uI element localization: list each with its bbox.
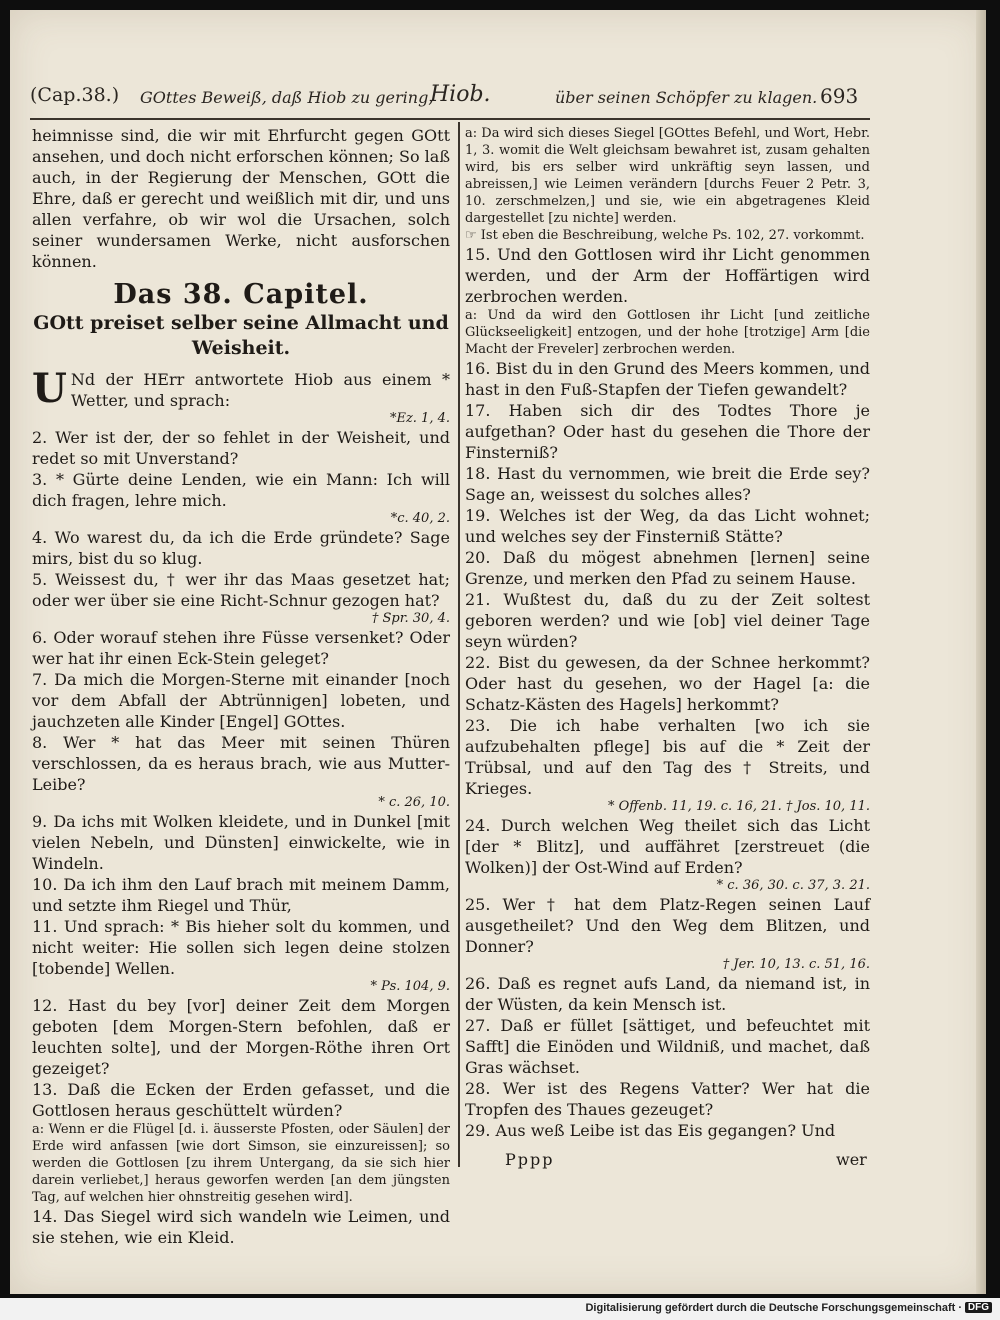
verse-13: 13. Daß die Ecken der Erden gefasset, und die Gottlosen heraus geschüttelt würden? [32, 1080, 450, 1120]
verse-22: 22. Bist du gewesen, da der Schnee herkommt? Oder hast du gesehen, wo der Hagel [a: die Schatz-Kästen des Hagels] herkommt? [465, 653, 870, 714]
chapter-subtitle: GOtt preiset selber seine Allmacht und Weisheit. [33, 312, 449, 359]
verse-9: 9. Da ichs mit Wolken kleidete, und in Dunkel [mit vielen Nebeln, und Dünsten] einwickelte, wie in Windeln. [32, 812, 450, 873]
right-column [465, 125, 870, 1141]
verse-16: 16. Bist du in den Grund des Meers kommen, und hast in den Fuß-Stapfen der Tiefen gewandelt? [465, 359, 870, 399]
verse-1 [32, 365, 450, 412]
verse-2: 2. Wer ist der, der so fehlet in der Weisheit, und redet so mit Unverstand? [32, 428, 450, 468]
drop-cap: U [32, 365, 67, 412]
verse-8: 8. Wer * hat das Meer mit seinen Thüren verschlossen, da es heraus brach, wie aus Mutter-Leibe? [32, 733, 450, 794]
verse-10: 10. Da ich ihm den Lauf brach mit meinem Damm, und setzte ihm Riegel und Thür, [32, 875, 450, 915]
header-chapter-ref: (Cap.38.) [30, 84, 120, 106]
running-header [30, 82, 875, 112]
catchword: wer [836, 1150, 867, 1169]
signature-mark: Pppp [505, 1150, 555, 1169]
verse-15-note: a: Und da wird den Gottlosen ihr Licht [und zeitliche Glückseeligkeit] entzogen, und der hohe [trotzige] Arm [die Macht der Freveler] zerbrochen werden. [465, 308, 870, 357]
verse-8-ref: * c. 26, 10. [378, 795, 450, 810]
note-b: ☞ Ist eben die Beschreibung, welche Ps. 102, 27. vorkommt. [465, 228, 865, 243]
funding-credit: Digitalisierung gefördert durch die Deutsche Forschungsgemeinschaft · [585, 1302, 962, 1314]
verse-6: 6. Oder worauf stehen ihre Füsse versenket? Oder wer hat ihr einen Eck-Stein geleget? [32, 628, 450, 668]
header-left-title: GOttes Beweiß, daß Hiob zu gering, [140, 88, 434, 107]
verse-25: 25. Wer † hat dem Platz-Regen seinen Lauf ausgetheilet? Und den Weg dem Blitzen, und Donner? [465, 895, 870, 956]
verse-5: 5. Weissest du, † wer ihr das Maas gesetzet hat; oder wer über sie eine Richt-Schnur gezogen hat? [32, 570, 450, 610]
header-rule [30, 118, 870, 120]
verse-12: 12. Hast du bey [vor] deiner Zeit dem Morgen geboten [dem Morgen-Stern befohlen, daß er leuchten solte], und der Morgen-Röthe ihren Ort gezeiget? [32, 996, 450, 1078]
verse-1-ref: *Ez. 1, 4. [389, 411, 450, 426]
verse-21: 21. Wußtest du, daß du zu der Zeit soltest geboren werden? und wie [ob] viel deiner Tage seyn würden? [465, 590, 870, 651]
verse-28: 28. Wer ist des Regens Vatter? Wer hat die Tropfen des Thaues gezeuget? [465, 1079, 870, 1119]
verse-19: 19. Welches ist der Weg, da das Licht wohnet; und welches sey der Finsterniß Stätte? [465, 506, 870, 546]
verse-20: 20. Daß du mögest abnehmen [lernen] seine Grenze, und merken den Pfad zu seinem Hause. [465, 548, 870, 588]
chapter-title: Das 38. Capitel. [113, 279, 369, 310]
verse-15: 15. Und den Gottlosen wird ihr Licht genommen werden, und der Arm der Hoffärtigen wird zerbrochen werden. [465, 245, 870, 306]
footer-bar [0, 1298, 1000, 1320]
scanned-page [10, 10, 986, 1294]
intro-paragraph: heimnisse sind, die wir mit Ehrfurcht gegen GOtt ansehen, und doch nicht erforschen können; So laß auch, in der Regierung der Menschen, GOtt die Ehre, daß er gerecht und weißlich mit dir, und uns allen verfahre, ob wir wol die Ursachen, solch seiner wundersamen Werke, nicht ausforschen können. [32, 126, 451, 271]
verse-29: 29. Aus weß Leibe ist das Eis gegangen? Und [465, 1121, 836, 1140]
page-number: 693 [820, 84, 859, 108]
verse-11-ref: * Ps. 104, 9. [370, 979, 450, 994]
header-book: Hiob. [430, 82, 491, 107]
left-column [32, 125, 450, 1248]
verse-1-text: Nd der HErr antwortete Hiob aus einem * Wetter, und sprach: [70, 370, 450, 410]
verse-3: 3. * Gürte deine Lenden, wie ein Mann: Ich will dich fragen, lehre mich. [32, 470, 450, 510]
header-right-title: über seinen Schöpfer zu klagen. [555, 88, 818, 107]
verse-24-ref: * c. 36, 30. c. 37, 3. 21. [716, 878, 870, 893]
verse-24: 24. Durch welchen Weg theilet sich das Licht [der * Blitz], und auffähret [zerstreuet (die Wolken)] der Ost-Wind auf Erden? [465, 816, 870, 877]
verse-18: 18. Hast du vernommen, wie breit die Erde sey? Sage an, weissest du solches alles? [465, 464, 870, 504]
verse-13-note: a: Wenn er die Flügel [d. i. äusserste Pfosten, oder Säulen] der Erde wird anfassen [wie dort Simson, sie einzureissen]; so werden die Gottlosen [zu ihrem Untergang, da sie sich hier darein verliebet,] heraus geworfen werden [an dem jüngsten Tag, auf welchen hier ohnstreitig gesehen wird]. [32, 1122, 450, 1205]
verse-23: 23. Die ich habe verhalten [wo ich sie aufzubehalten pflege] bis auf die * Zeit der Trübsal, und auf den Tag des † Streits, und Krieges. [465, 716, 870, 798]
verse-5-ref: † Spr. 30, 4. [371, 611, 450, 626]
verse-11: 11. Und sprach: * Bis hieher solt du kommen, und nicht weiter: Hie sollen sich legen deine stolzen [tobende] Wellen. [32, 917, 450, 978]
verse-17: 17. Haben sich dir des Todtes Thore je aufgethan? Oder hast du gesehen die Thore der Finsterniß? [465, 401, 870, 462]
verse-25-ref: † Jer. 10, 13. c. 51, 16. [722, 957, 870, 972]
verse-7: 7. Da mich die Morgen-Sterne mit einander [noch vor dem Abfall der Abtrünnigen] lobeten, und jauchzeten alle Kinder [Engel] GOttes. [32, 670, 450, 731]
verse-4: 4. Wo warest du, da ich die Erde gründete? Sage mirs, bist du so klug. [32, 528, 450, 568]
page-edge [976, 10, 986, 1294]
verse-14: 14. Das Siegel wird sich wandeln wie Leimen, und sie stehen, wie ein Kleid. [32, 1207, 450, 1247]
verse-27: 27. Daß er füllet [sättiget, und befeuchtet mit Safft] die Einöden und Wildniß, und machet, daß Gras wächset. [465, 1016, 870, 1077]
verse-26: 26. Daß es regnet aufs Land, da niemand ist, in der Wüsten, da kein Mensch ist. [465, 974, 870, 1014]
verse-23-ref: * Offenb. 11, 19. c. 16, 21. † Jos. 10, 11. [607, 799, 870, 814]
dfg-logo: DFG [965, 1302, 992, 1313]
column-divider [458, 122, 460, 1167]
note-a: a: Da wird sich dieses Siegel [GOttes Befehl, und Wort, Hebr. 1, 3. womit die Welt gleichsam bewahret ist, zusam gehalten wird, bis ers selber wird unkräftig seyn lassen, und abreissen,] wie Leimen verändern [durchs Feuer 2 Petr. 3, 10. zerschmelzen,] und sie, wie ein abgetragenes Kleid dargestellet [zu nichte] werden. [465, 126, 870, 226]
verse-3-ref: *c. 40, 2. [390, 511, 450, 526]
